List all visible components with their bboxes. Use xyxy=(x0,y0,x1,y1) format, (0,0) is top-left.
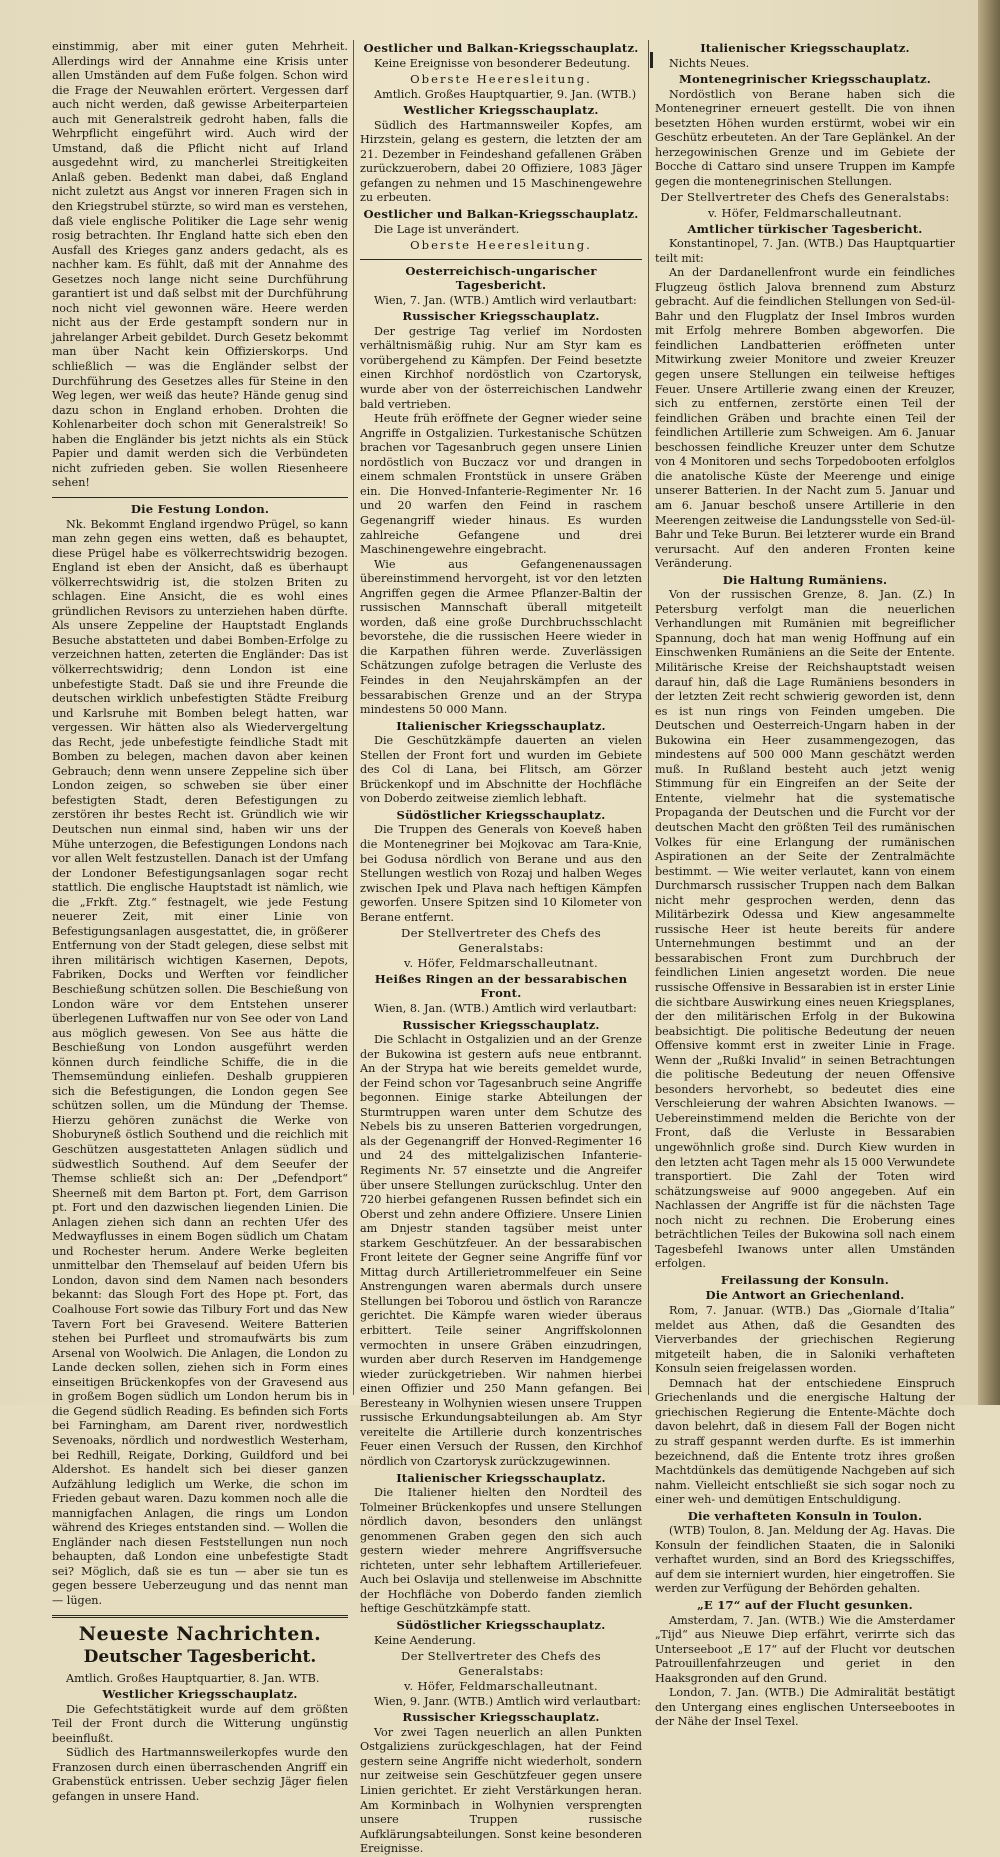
headline-haltung-rumaeniens: Die Haltung Rumäniens. xyxy=(722,572,888,587)
subheadline: Oestlicher und Balkan-Kriegsschauplatz. xyxy=(363,207,639,222)
column-rule xyxy=(648,40,649,1395)
column-left xyxy=(52,40,348,1803)
dateline: Wien, 8. Jan. (WTB.) Amtlich wird verlautbart: xyxy=(374,1002,637,1015)
column-middle xyxy=(360,40,642,1856)
article-paragraph: Die Truppen des Generals von Koeveß haben die Montenegriner bei Mojkovac am Tara-Knie, bei Godusa nördlich von Berane und aus den Stellungen westlich von Rozaj und halben Weges zwischen Ipek und Plava nach heftigen Kämpfen geworfen. Unsere Spitzen sind 10 Kilometer von Berane entfernt. xyxy=(360,823,642,924)
subheadline: Oestlicher und Balkan-Kriegsschauplatz. xyxy=(363,41,639,55)
subheadline: Russischer Kriegsschauplatz. xyxy=(402,309,600,324)
signature: Oberste Heeresleitung. xyxy=(410,238,592,253)
article-paragraph: Die Italiener hielten den Nordteil des Tolmeiner Brückenkopfes und unsere Stellungen nördlich davon, besonders den unlängst genommenen Graben gegen den sich auch gestern wieder mehrere Angriffsversuche richteten, unter sehr lebhaftem Artilleriefeuer. Auch bei Oslavija und stellenweise im Abschnitte der Hochfläche von Doberdo fanden ziemlich heftige Geschützkämpfe statt. xyxy=(360,1486,642,1616)
article-paragraph: Die Gefechtstätigkeit wurde auf dem größten Teil der Front durch die Witterung ungünstig beeinflußt. xyxy=(52,1702,348,1745)
article-paragraph: Von der russischen Grenze, 8. Jan. (Z.) In Petersburg verfolgt man die neuerlichen Verhandlungen mit Rumänien mit begreiflicher Spannung, doch hat man wenig Hoffnung auf ein Einschwenken Rumäniens an die Seite der Entente. Militärische Kreise der Reichshauptstadt weisen darauf hin, daß die Lage Rumäniens besonders in der letzten Zeit recht schwierig geworden ist, denn es ist nun rings von Feinden umgeben. Die Deutschen und Oesterreich-Ungarn haben in der Bukowina ein Heer zusammengezogen, das mindestens auf 500 000 Mann geschätzt werden muß. In Rußland besteht auch jetzt wenig Stimmung für ein Eingreifen an der Seite der Entente, vielmehr hat die systematische Propaganda der Deutschen und die Furcht vor der deutschen Macht den größten Teil des rumänischen Volkes für eine Erlangung der rumänischen Aspirationen an der Seite der Zentralmächte bestimmt. — Wie weiter verlautet, kann von einem Durchmarsch russischer Truppen nach dem Balkan nicht mehr gesprochen werden, denn das Militärbezirk Odessa und Kiew angesammelte russische Heer ist heute bereits für andere Unternehmungen bestimmt und an der bessarabischen Front zum Durchbruch der feindlichen Linien angesetzt worden. Die neue russische Offensive in Bessarabien ist in erster Linie die sichtbare Auswirkung eines neuen Kriegsplanes, der den militärischen Erfolg in der Bukowina beabsichtigt. Die politische Bedeutung der neuen Offensive kommt erst in zweiter Linie in Frage. Wenn der „Rußki Invalid“ in seinen Betrachtungen die politische Bedeutung der neuen Offensive besonders hervorhebt, so bedeutet dies eine Verschleierung der wahren Absichten Iwanows. — Uebereinstimmend melden die Berichte von der Front, daß die Verluste in Bessarabien ungewöhnlich große sind. Durch Kiew wurden in den letzten acht Tagen mehr als 15 000 Verwundete transportiert. Die Zahl der Toten wird schätzungsweise auf 9000 angegeben. Auf ein Nachlassen der Angriffe ist für die nächsten Tage noch nicht zu rechnen. Die Eroberung eines beträchtlichen Teiles der Bukowina soll nach einem Tagesbefehl Iwanows unter allen Umständen erfolgen. xyxy=(655,588,955,1271)
signature: Oberste Heeresleitung. xyxy=(410,72,592,87)
divider xyxy=(360,259,642,260)
subheadline: Russischer Kriegsschauplatz. xyxy=(402,1017,600,1032)
signature: Der Stellvertreter des Chefs des Generalstabs: xyxy=(660,190,950,205)
subheadline: Westlicher Kriegsschauplatz. xyxy=(102,1687,298,1702)
article-paragraph: Nordöstlich von Berane haben sich die Montenegriner erneuert gestellt. Die von ihnen besetzten Höhen wurden erstürmt, wobei wir ein Geschütz erbeuteten. An der Tare Geplänkel. An der herzegowinischen Grenze und im Gebiete der Bocche di Cattaro sind unsere Truppen im Kampfe gegen die montenegrinischen Stellungen. xyxy=(655,87,955,188)
subheadline: Italienischer Kriegsschauplatz. xyxy=(700,41,910,55)
article-paragraph: Vor zwei Tagen neuerlich an allen Punkten Ostgaliziens zurückgeschlagen, hat der Feind gestern seine Angriffe nicht wiederholt, sondern nur zeitweise sein Geschützfeuer gegen unsere Linien gerichtet. Er zieht Verstärkungen heran. Am Korminbach in Wolhynien versprengten unsere Truppen russische Aufklärungsabteilungen. Sonst keine besonderen Ereignisse. xyxy=(360,1725,642,1856)
subheadline: Die Antwort an Griechenland. xyxy=(705,1288,905,1303)
divider xyxy=(52,1615,348,1618)
signature: v. Höfer, Feldmarschalleutnant. xyxy=(404,1679,598,1694)
print-mark xyxy=(650,52,653,68)
article-paragraph: Südlich des Hartmannsweiler Kopfes, am Hirzstein, gelang es gestern, die letzten der am 21. Dezember in Feindeshand gefallenen Gräben zurückzuerobern, dabei 20 Offiziere, 1083 Jäger gefangen zu nehmen und 15 Maschinengewehre zu erbeuten. xyxy=(360,118,642,205)
article-paragraph: Die Lage ist unverändert. xyxy=(374,222,520,236)
subheadline: Italienischer Kriegsschauplatz. xyxy=(396,1470,606,1485)
article-paragraph: Demnach hat der entschiedene Einspruch Griechenlands und die energische Haltung der griechischen Regierung die Entente-Mächte doch davon belehrt, daß in diesem Fall der Bogen nicht zu straff gespannt werden durfte. Es ist immerhin bezeichnend, daß die Entente trotz ihres großen Machtdünkels das demütigende Nachgeben auf sich nahm. Vielleicht entschließt sie sich sogar noch zu einer weh- und demütigen Entschuldigung. xyxy=(655,1376,955,1507)
article-paragraph: Amsterdam, 7. Jan. (WTB.) Wie die Amsterdamer „Tijd“ aus Nieuwe Diep erfährt, verirrte sich das Unterseeboot „E 17“ auf der Flucht vor deutschen Patrouillenfahrzeugen und geriet in den Haaksgronden auf den Grund. xyxy=(655,1613,955,1685)
article-intro-paragraph: einstimmig, aber mit einer guten Mehrheit. Allerdings wird der Annahme eine Krisis unter allen Umständen auf dem Fuße folgen. Schon wird die Frage der Neuwahlen erörtert. Vergessen darf auch nicht werden, daß gewisse Arbeiterparteien auch mit Generalstreik gedroht haben, falls die Wehrpflicht eingeführt wird. Auch wird der Umstand, daß die Pflicht nicht auf Irland ausgedehnt wird, zu mancherlei Streitigkeiten Anlaß geben. Bedenkt man dabei, daß England nicht zuletzt aus Angst vor inneren Fragen sich in den Kriegstrubel stürzte, so wird man es verstehen, daß viele englische Politiker die Lage sehr wenig rosig betrachten. Ihr England hatte sich eben den Ausfall des Krieges ganz anders gedacht, als es nachher kam. Es fühlt, daß mit der Annahme des Gesetzes noch lange nicht seine Durchführung garantiert ist und daß selbst mit der Durchführung noch nicht viel gewonnen wäre. Heere werden nicht aus der Erde gestampft sondern nur in jahrelanger Arbeit gebildet. Durch Gesetz bekommt man über Nacht kein Offizierskorps. Und schließlich — was die Engländer selbst der Durchführung des Gesetzes alles für Steine in den Weg legen, wer weiß das heute? Hände genug sind dazu schon in England erhoben. Drohten die Kohlenarbeiter doch schon mit Generalstreik! So haben die Engländer bis jetzt nichts als ein Stück Papier und damit werden sich die Verbündeten nicht zufrieden geben. Sie wollen Riesenheere sehen! xyxy=(52,40,348,490)
article-paragraph: Heute früh eröffnete der Gegner wieder seine Angriffe in Ostgalizien. Turkestanische Schützen brachen vor Tagesanbruch gegen unsere Linien nordöstlich von Buczacz vor und drangen in einem schmalen Frontstück in unsere Gräben ein. Die Honved-Infanterie-Regimenter Nr. 16 und 20 warfen den Feind in raschem Gegenangriff wieder hinaus. Es wurden zahlreiche Gefangene und drei Maschinengewehre eingebracht. xyxy=(360,412,642,557)
section-title-neueste-nachrichten: Neueste Nachrichten. xyxy=(78,1622,322,1645)
headline-heisses-ringen: Heißes Ringen an der bessarabischen Front. xyxy=(374,971,628,1001)
signature: Der Stellvertreter des Chefs des Generalstabs: xyxy=(401,1649,601,1678)
column-right xyxy=(655,40,955,1729)
headline-konsuln-toulon: Die verhafteten Konsuln in Toulon. xyxy=(687,1508,923,1523)
article-paragraph: An der Dardanellenfront wurde ein feindliches Flugzeug östlich Jalova brennend zum Absturz gebracht. Auf die feindlichen Stellungen von Sed-ül-Bahr und den Flugplatz der Insel Imbros wurden mit Erfolg mehrere Bomben abgeworfen. Die feindlichen Landbatterien eröffneten unter Mitwirkung zweier Monitore und zweier Kreuzer gegen unsere Stellungen ein teilweise heftiges Feuer. Unsere Artillerie zwang einen der Kreuzer, sich zu entfernen, zerstörte einen Teil der feindlichen Gräben und brachte einen Teil der feindlichen Artillerie zum Schweigen. Am 6. Januar beschossen feindliche Kreuzer unter dem Schutze von 4 Monitoren und sechs Torpedobooten erfolglos die anatolische Küste der Meerenge und einige unserer Batterien. In der Nacht zum 5. Januar und am 6. Januar beschoß unsere Artillerie in den Meerengen zeitweise die Landungsstelle von Sed-ül-Bahr und Teke Burun. Bei letzterer wurde ein Brand verursacht. Auf den anderen Fronten keine Veränderung. xyxy=(655,266,955,571)
headline-festung-london: Die Festung London. xyxy=(130,501,270,516)
subheadline: Italienischer Kriegsschauplatz. xyxy=(396,718,606,733)
dateline: Amtlich. Großes Hauptquartier, 9. Jan. (WTB.) xyxy=(374,87,637,101)
page-edge-shadow xyxy=(978,0,1000,1405)
article-paragraph: Rom, 7. Januar. (WTB.) Das „Giornale d’Italia“ meldet aus Athen, daß die Gesandten des Vierverbandes der griechischen Regierung mitgeteilt haben, die in Saloniki verhafteten Konsuln seien freigelassen worden. xyxy=(655,1304,955,1376)
subheadline: Südöstlicher Kriegsschauplatz. xyxy=(396,807,606,822)
signature: Der Stellvertreter des Chefs des Generalstabs: xyxy=(401,926,601,955)
headline-oesterreichisch-ungarischer-tagesbericht: Oesterreichisch-ungarischer Tagesbericht. xyxy=(405,263,597,293)
signature: v. Höfer, Feldmarschalleutnant. xyxy=(404,956,598,971)
dateline: Konstantinopel, 7. Jan. (WTB.) Das Hauptquartier teilt mit: xyxy=(655,237,955,265)
article-paragraph: Keine Ereignisse von besonderer Bedeutung. xyxy=(374,56,631,70)
article-paragraph: Nk. Bekommt England irgendwo Prügel, so kann man zehn gegen eins wetten, daß es behauptet, diese Prügel habe es völkerrechtswidrig bezogen. England ist eben der Ansicht, daß es überhaupt völkerrechtswidrig ist, die stolzen Briten zu schlagen. Eine Ansicht, die es wohl eines gründlichen Revisors zu unterziehen haben dürfte. Als unsere Zeppeline der Hauptstadt Englands Besuche abstatteten und dabei Bomben-Erfolge zu verzeichnen hatten, zeterten die Engländer: Das ist völkerrechtswidrig; denn London ist eine unbefestigte Stadt. Daß sie und ihre Freunde die deutschen wirklich unbefestigten Städte Freiburg und Karlsruhe mit Bomben belegt hatten, war vergessen. Wir hätten also als Wiedervergeltung das Recht, jede unbefestigte feindliche Stadt mit Bomben zu belegen, machen davon aber keinen Gebrauch; denn wenn unsere Zeppeline sich über London zeigen, so schweben sie über einer befestigten Stadt, deren Befestigungen zu zerstören ihr bestes Recht ist. Gründlich wie wir Deutschen nun einmal sind, haben wir uns der Mühe unterzogen, die Befestigungen Londons nach vor allen Welt festzustellen. Danach ist der Umfang der Londoner Befestigungsanlagen sogar recht stattlich. Die englische Hauptstadt ist nämlich, wie die „Frkft. Ztg.“ festnagelt, wie jede Festung neuerer Zeit, mit einer Linie von Befestigungsanlagen ausgestattet, die, in größerer Entfernung von der Stadt gelegen, diese selbst mit ihren militärisch wichtigen Kasernen, Depots, Fabriken, Docks und Werften vor feindlicher Beschießung schützen sollen. Die Beschießung von London wäre vor dem Entstehen unserer überlegenen Luftwaffen nur von See oder von Land aus möglich gewesen. Von See aus hätte die Beschießung von London ausgeführt werden können durch feindliche Schiffe, die in die Themsemündung einliefen. Deshalb gruppieren sich die Befestigungen, die London gegen See schützen sollen, um die Mündung der Themse. Hierzu gehören zunächst die Werke von Shoburyneß östlich Southend und die reichlich mit Geschützen ausgestatteten Anlagen südlich und südwestlich Southend. Auf dem Seeufer der Themse schließt sich an: Der „Defendport“ Sheerneß mit dem Barton pt. Fort, dem Garrison pt. Fort und den dazwischen liegenden Linien. Die Anlagen ziehen sich dann an rechten Ufer des Medwayflusses in einem Bogen südlich um Chatam und Rochester herum. Andere Werke begleiten unmittelbar den Themselauf auf beiden Ufern bis London, davon sind dem Namen nach besonders bekannt: das Slough Fort des Hope pt. Fort, das Coalhouse Fort sowie das Tilbury Fort und das New Tavern Fort bei Gravesend. Weitere Batterien stehen bei Purfleet und stromaufwärts bis zum Arsenal von Woolwich. Die Anlagen, die London zu Lande decken sollen, ziehen sich in Form eines einseitigen Brückenkopfes von der Gravesend aus in großem Bogen südlich um London herum bis in die Gegend südlich Reading. Es befinden sich Forts bei Farningham, am Darent river, nordwestlich Sevenoaks, nördlich und nordwestlich Westerham, bei Redhill, Reigate, Dorking, Guildford und bei Aldershot. Es handelt sich bei dieser ganzen Aufzählung lediglich um Werke, die schon im Frieden gebaut waren. Dazu kommen noch alle die mannigfachen Anlagen, die rings um London während des Krieges entstanden sind. — Wollen die Engländer nach diesen Feststellungen nun noch behaupten, daß London eine unbefestigte Stadt sei? Möglich, daß sie es tun — aber sie tun es gegen bessere Ueberzeugung und das nennt man — lügen. xyxy=(52,517,348,1607)
signature: v. Höfer, Feldmarschalleutnant. xyxy=(708,206,902,221)
divider xyxy=(52,497,348,498)
article-paragraph: Der gestrige Tag verlief im Nordosten verhältnismäßig ruhig. Nur am Styr kam es vorübergehend zu Kämpfen. Der Feind besetzte einen Kirchhof nordöstlich von Czartorysk, wurde aber von der österreichischen Landwehr bald vertrieben. xyxy=(360,324,642,411)
dateline: Amtlich. Großes Hauptquartier, 8. Jan. WTB. xyxy=(66,1671,320,1685)
article-paragraph: Keine Aenderung. xyxy=(374,1633,476,1647)
subheadline: Westlicher Kriegsschauplatz. xyxy=(403,103,599,118)
article-paragraph: Die Geschützkämpfe dauerten an vielen Stellen der Front fort und wurden im Gebiete des Col di Lana, bei Flitsch, am Görzer Brückenkopf und im Abschnitte der Hochfläche von Doberdo zeitweise ziemlich lebhaft. xyxy=(360,734,642,806)
headline-tuerkischer-tagesbericht: Amtlicher türkischer Tagesbericht. xyxy=(687,221,923,236)
article-paragraph: Nichts Neues. xyxy=(669,56,750,70)
article-paragraph: Die Schlacht in Ostgalizien und an der Grenze der Bukowina ist gestern aufs neue entbrannt. An der Strypa hat wie bereits gemeldet wurde, der Feind schon vor Tagesanbruch seine Angriffe begonnen. Einige starke Abteilungen der Sturmtruppen waren unter dem Schutze des Nebels bis zu unseren Batterien vorgedrungen, als der Gegenangriff der Honved-Regimenter 16 und 24 des mittelgalizischen Infanterie-Regiments Nr. 57 einsetzte und die Angreifer über unsere Stellungen zurückschlug. Unter den 720 hierbei gefangenen Russen befindet sich ein Oberst und zehn andere Offiziere. Unsere Linien am Dnjestr standen tagsüber meist unter starkem Geschützfeuer. An der bessarabischen Front leitete der Gegner seine Angriffe fünf vor Mittag durch Artillerietrommelfeuer ein Seine Anstrengungen waren abermals durch unsere Stellungen bei Toborou und östlich von Rarancze gerichtet. Die Kämpfe waren wieder überaus erbittert. Teile seiner Angriffskolonnen vermochten in unsere Gräben einzudringen, wurden aber durch Reserven im Handgemenge wieder zurückgetrieben. Wir nahmen hierbei einen Offizier und 250 Mann gefangen. Bei Beresteany in Wolhynien wiesen unsere Truppen russische Erkundungsabteilungen ab. Am Styr vereitelte die Artillerie durch konzentrisches Feuer einen Versuch der Russen, den Kirchhof nördlich von Czartorysk zurückzugewinnen. xyxy=(360,1033,642,1468)
headline-freilassung-konsuln: Freilassung der Konsuln. xyxy=(720,1272,890,1287)
article-paragraph: Südlich des Hartmannsweilerkopfes wurde den Franzosen durch einen überraschenden Angriff ein Grabenstück entrissen. Ueber sechzig Jäger fielen gefangen in unsere Hand. xyxy=(52,1746,348,1803)
subheadline: Montenegrinischer Kriegsschauplatz. xyxy=(678,72,932,87)
column-rule xyxy=(353,40,354,1395)
subheadline: Russischer Kriegsschauplatz. xyxy=(402,1710,600,1725)
article-paragraph: London, 7. Jan. (WTB.) Die Admiralität bestätigt den Untergang eines englischen Unterseebootes in der Nähe der Insel Texel. xyxy=(655,1686,955,1729)
article-paragraph: (WTB) Toulon, 8. Jan. Meldung der Ag. Havas. Die Konsuln der feindlichen Staaten, die in Saloniki verhaftet wurden, sind an Bord des Kriegsschiffes, auf dem sie interniert wurden, hier eingetroffen. Sie werden zur Verfügung der Behörden gehalten. xyxy=(655,1524,955,1596)
headline-e17: „E 17“ auf der Flucht gesunken. xyxy=(697,1597,913,1612)
article-paragraph: Wie aus Gefangenenaussagen übereinstimmend hervorgeht, ist vor den letzten Angriffen gegen die Armee Pflanzer-Baltin der russischen Mannschaft überall mitgeteilt worden, daß eine große Durchbruchsschlacht bevorstehe, die die russischen Heere wieder in die Karpathen führen werde. Zuverlässigen Schätzungen zufolge betragen die Verluste des Feindes in den Neujahrskämpfen an der bessarabischen Grenze und an der Strypa mindestens 50 000 Mann. xyxy=(360,557,642,717)
dateline: Wien, 7. Jan. (WTB.) Amtlich wird verlautbart: xyxy=(374,293,637,307)
dateline: Wien, 9. Janr. (WTB.) Amtlich wird verlautbart: xyxy=(374,1694,641,1708)
section-title-deutscher-tagesbericht: Deutscher Tagesbericht. xyxy=(83,1646,317,1667)
subheadline: Südöstlicher Kriegsschauplatz. xyxy=(396,1617,606,1632)
